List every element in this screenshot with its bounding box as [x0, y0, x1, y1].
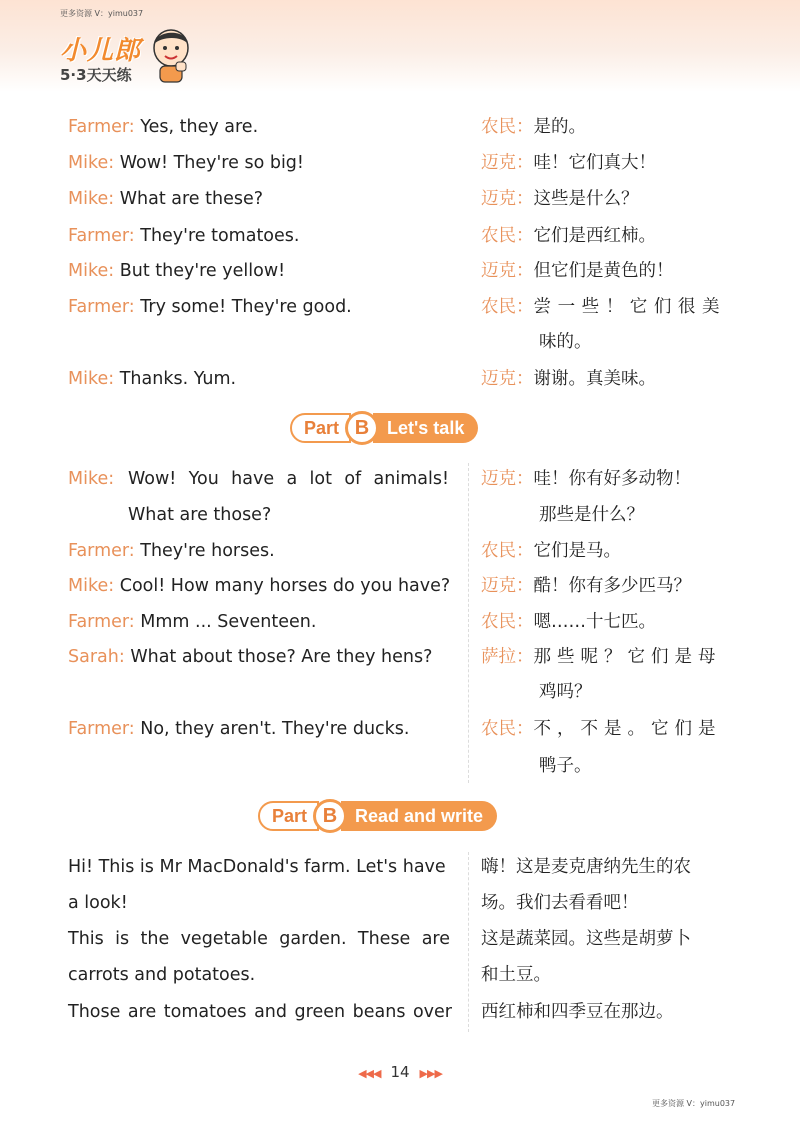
speaker-name: Mike: [68, 469, 109, 489]
english-passage-line: Hi! This is Mr MacDonald's farm. Let's have: [68, 857, 446, 877]
speaker-name-zh: 农民: [481, 612, 516, 632]
chinese-line-continued: 鸡吗？: [539, 682, 592, 702]
chinese-line: 迈克：酷！你有多少匹马？: [481, 576, 691, 596]
english-passage-line: a look!: [68, 893, 128, 913]
chinese-line: 迈克：这些是什么？: [481, 189, 639, 209]
line-text: What are these?: [114, 189, 264, 209]
chinese-line: 迈克：谢谢。真美味。: [481, 369, 656, 389]
speaker-name: Farmer: [68, 719, 129, 739]
speaker-name-zh: 农民: [481, 719, 516, 739]
speaker-name: Farmer: [68, 117, 129, 137]
speaker-name: Farmer: [68, 541, 129, 561]
chinese-line: 农民：尝一些！它们很美: [481, 289, 720, 325]
speaker-name: Sarah: [68, 647, 119, 667]
chinese-passage-line: 场。我们去看看吧！: [481, 893, 639, 913]
line-text-zh: 但它们是黄色的！: [533, 261, 674, 281]
line-text: What about those? Are they hens?: [124, 647, 433, 667]
section-badge-read-and-write: [258, 797, 497, 835]
dialogue-row: [0, 218, 800, 254]
dialogue-row: [0, 461, 800, 497]
english-line: Farmer: No, they aren't. They're ducks.: [68, 719, 410, 739]
speaker-name-zh: 迈克: [481, 576, 516, 596]
dialogue-row: [0, 253, 800, 289]
line-text-zh: 尝一些！它们很美: [533, 297, 720, 317]
english-line: Mike: Wow! They're so big!: [68, 153, 304, 173]
chinese-passage-line: 西红柿和四季豆在那边。: [481, 1002, 674, 1022]
speaker-name-zh: 农民: [481, 297, 516, 317]
badge-letter: B: [313, 799, 347, 833]
line-text-zh: 不，不是。它们是: [533, 719, 716, 739]
passage-row: [0, 994, 800, 1030]
logo-subtitle: 5·3天天练: [60, 66, 132, 84]
chinese-line: 农民：不，不是。它们是: [481, 711, 716, 747]
line-text: They're tomatoes.: [134, 226, 300, 246]
speaker-name: Mike: [68, 189, 109, 209]
chinese-line-continued: 味的。: [539, 332, 592, 352]
dialogue-row: [0, 711, 800, 747]
speaker-name-zh: 农民: [481, 226, 516, 246]
logo-watermark: 更多资源 V：yimu037: [60, 9, 144, 18]
chinese-line: 迈克：哇！它们真大！: [481, 153, 656, 173]
speaker-name-zh: 农民: [481, 541, 516, 561]
left-arrows-icon: ◀◀◀: [358, 1067, 381, 1080]
line-text-zh: 谢谢。真美味。: [533, 369, 656, 389]
english-line: Mike: What are these?: [68, 189, 264, 209]
speaker-name: Farmer: [68, 226, 129, 246]
badge-part-label: Part: [258, 801, 319, 831]
speaker-name-zh: 迈克: [481, 261, 516, 281]
boy-mascot-icon: [148, 26, 194, 84]
chinese-line-continued: 那些是什么？: [539, 505, 644, 525]
brand-logo: [40, 8, 190, 88]
english-line-continued: What are those?: [128, 505, 272, 525]
dialogue-row: [0, 289, 800, 325]
english-line: Farmer: Yes, they are.: [68, 117, 259, 137]
speaker-name: Farmer: [68, 297, 129, 317]
page-number: 14: [390, 1063, 410, 1081]
logo-wordmark: 小儿郎: [60, 36, 142, 66]
speaker-name-zh: 迈克: [481, 369, 516, 389]
chinese-line: 农民：嗯……十七匹。: [481, 612, 656, 632]
dialogue-row: [0, 361, 800, 397]
line-text-zh: 哇！它们真大！: [533, 153, 656, 173]
speaker-name-zh: 迈克: [481, 189, 516, 209]
speaker-name: Mike: [68, 261, 109, 281]
line-text-zh: 它们是西红柿。: [533, 226, 656, 246]
line-text: Wow! They're so big!: [114, 153, 304, 173]
speaker-name-zh: 迈克: [481, 153, 516, 173]
chinese-passage-line: 和土豆。: [481, 965, 551, 985]
section-badge-lets-talk: [290, 409, 478, 447]
passage-row: [0, 921, 800, 957]
chinese-passage-line: 这是蔬菜园。这些是胡萝卜: [481, 929, 691, 949]
speaker-name-zh: 农民: [481, 117, 516, 137]
line-text: Cool! How many horses do you have?: [114, 576, 451, 596]
line-text: No, they aren't. They're ducks.: [134, 719, 410, 739]
chinese-line: 萨拉：那些呢？它们是母: [481, 639, 716, 675]
speaker-name: Mike: [68, 369, 109, 389]
line-text: Wow! You have a lot of animals!: [128, 469, 449, 489]
badge-letter: B: [345, 411, 379, 445]
line-text-zh: 哇！你有好多动物！: [533, 469, 691, 489]
english-passage-line: carrots and potatoes.: [68, 965, 256, 985]
chinese-line: 农民：它们是西红柿。: [481, 226, 656, 246]
line-text-zh: 嗯……十七匹。: [533, 612, 656, 632]
english-line: Farmer: They're tomatoes.: [68, 226, 300, 246]
dialogue-row: [0, 181, 800, 217]
passage-row: [0, 885, 800, 921]
english-line: Sarah: What about those? Are they hens?: [68, 647, 433, 667]
english-line: Farmer: Try some! They're good.: [68, 297, 352, 317]
speaker-name: Mike: [68, 153, 109, 173]
chinese-passage-line: 嗨！这是麦克唐纳先生的农: [481, 857, 691, 877]
line-text: They're horses.: [134, 541, 275, 561]
dialogue-row: [0, 109, 800, 145]
chinese-line: 迈克：但它们是黄色的！: [481, 261, 674, 281]
chinese-line: 迈克：哇！你有好多动物！: [481, 469, 691, 489]
chinese-line: 农民：是的。: [481, 117, 586, 137]
english-line: Mike:: [68, 469, 115, 489]
dialogue-row-continued: [0, 748, 800, 784]
english-line: Farmer: Mmm ... Seventeen.: [68, 612, 317, 632]
speaker-name-zh: 萨拉: [481, 647, 516, 667]
dialogue-row: [0, 145, 800, 181]
line-text: Mmm ... Seventeen.: [134, 612, 317, 632]
dialogue-row: [0, 639, 800, 675]
dialogue-row: [0, 604, 800, 640]
speaker-name: Mike: [68, 576, 109, 596]
chinese-line: 农民：它们是马。: [481, 541, 621, 561]
passage-row: [0, 849, 800, 885]
english-line: Mike: But they're yellow!: [68, 261, 286, 281]
english-line: Mike: Cool! How many horses do you have?: [68, 576, 451, 596]
english-line: Farmer: They're horses.: [68, 541, 275, 561]
speaker-name-zh: 迈克: [481, 469, 516, 489]
line-text: Yes, they are.: [134, 117, 259, 137]
line-text-zh: 这些是什么？: [533, 189, 639, 209]
line-text-zh: 是的。: [533, 117, 586, 137]
badge-title: Let's talk: [373, 413, 478, 443]
line-text: Try some! They're good.: [134, 297, 352, 317]
english-line: Mike: Thanks. Yum.: [68, 369, 237, 389]
english-passage-line: This is the vegetable garden. These are: [68, 929, 450, 949]
page-footer: [330, 1062, 470, 1090]
chinese-line-continued: 鸭子。: [539, 756, 592, 776]
badge-title: Read and write: [341, 801, 497, 831]
speaker-name: Farmer: [68, 612, 129, 632]
badge-part-label: Part: [290, 413, 351, 443]
dialogue-row: [0, 568, 800, 604]
line-text-zh: 酷！你有多少匹马？: [533, 576, 691, 596]
dialogue-row-continued: [0, 497, 800, 533]
footer-credit: 更多资源 V：yimu037: [652, 1099, 736, 1108]
line-text-zh: 那些呢？它们是母: [533, 647, 716, 667]
line-text: Thanks. Yum.: [114, 369, 237, 389]
passage-row: [0, 957, 800, 993]
english-passage-line: Those are tomatoes and green beans over: [68, 1002, 452, 1022]
dialogue-row: [0, 533, 800, 569]
line-text: But they're yellow!: [114, 261, 286, 281]
line-text-zh: 它们是马。: [533, 541, 621, 561]
dialogue-row-continued: [0, 674, 800, 710]
right-arrows-icon: ▶▶▶: [419, 1067, 442, 1080]
dialogue-row-continued: [0, 324, 800, 360]
